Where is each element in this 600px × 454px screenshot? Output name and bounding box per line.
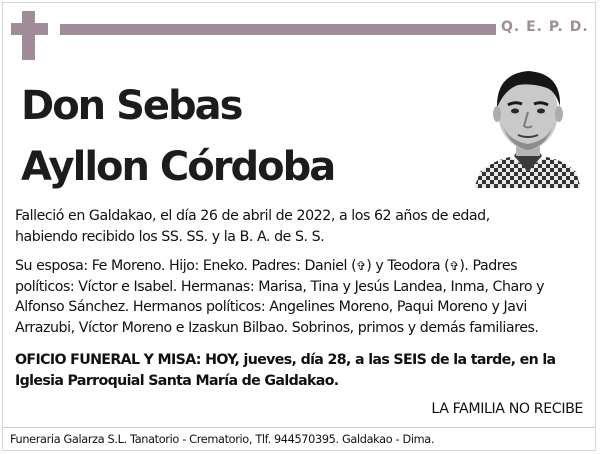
death-paragraph [15, 206, 585, 247]
family-line1-part3: ). Padres [459, 258, 518, 274]
qepd-label: Q. E. P. D. [501, 19, 589, 35]
footer-divider [3, 427, 595, 428]
family-line4: Arrazubi, Víctor Moreno e Izaskun Bilbao. Sobrinos, primos y demás familiares. [15, 319, 539, 336]
family-line1 [15, 256, 585, 277]
deceased-name-line2: Ayllon Córdoba [21, 144, 335, 190]
family-paragraph [15, 256, 585, 338]
header-rule [60, 24, 496, 35]
family-line1-part2: ) y Teodora ( [366, 258, 450, 274]
family-line2: políticos: Víctor e Isabel. Hermanas: Marisa, Tina y Jesús Landea, Inma, Charo y [15, 278, 545, 295]
small-cross-icon: ✞ [449, 259, 460, 273]
deceased-photo [474, 60, 581, 188]
small-cross-icon: ✞ [356, 259, 367, 273]
family-line1-part1: Su esposa: Fe Moreno. Hijo: Eneko. Padres: Daniel ( [15, 258, 357, 274]
family-no-receive: LA FAMILIA NO RECIBE [431, 401, 583, 417]
funeral-line2: Iglesia Parroquial Santa María de Galdakao. [15, 372, 339, 389]
death-line1: Falleció en Galdakao, el día 26 de abril de 2022, a los 62 años de edad, [15, 208, 490, 224]
funeral-paragraph [15, 350, 585, 391]
funeral-home-footer: Funeraria Galarza S.L. Tanatorio - Crematorio, Tlf. 944570395. Galdakao - Dima. [10, 433, 435, 446]
funeral-line1: OFICIO FUNERAL Y MISA: HOY, jueves, día 28, a las SEIS de la tarde, en la [15, 352, 556, 368]
death-line2: habiendo recibido los SS. SS. y la B. A. de S. S. [15, 228, 325, 245]
family-line3: Alfonso Sánchez. Hermanos políticos: Angelines Moreno, Paqui Moreno y Javi [15, 299, 527, 315]
deceased-name-line1: Don Sebas [21, 83, 242, 129]
